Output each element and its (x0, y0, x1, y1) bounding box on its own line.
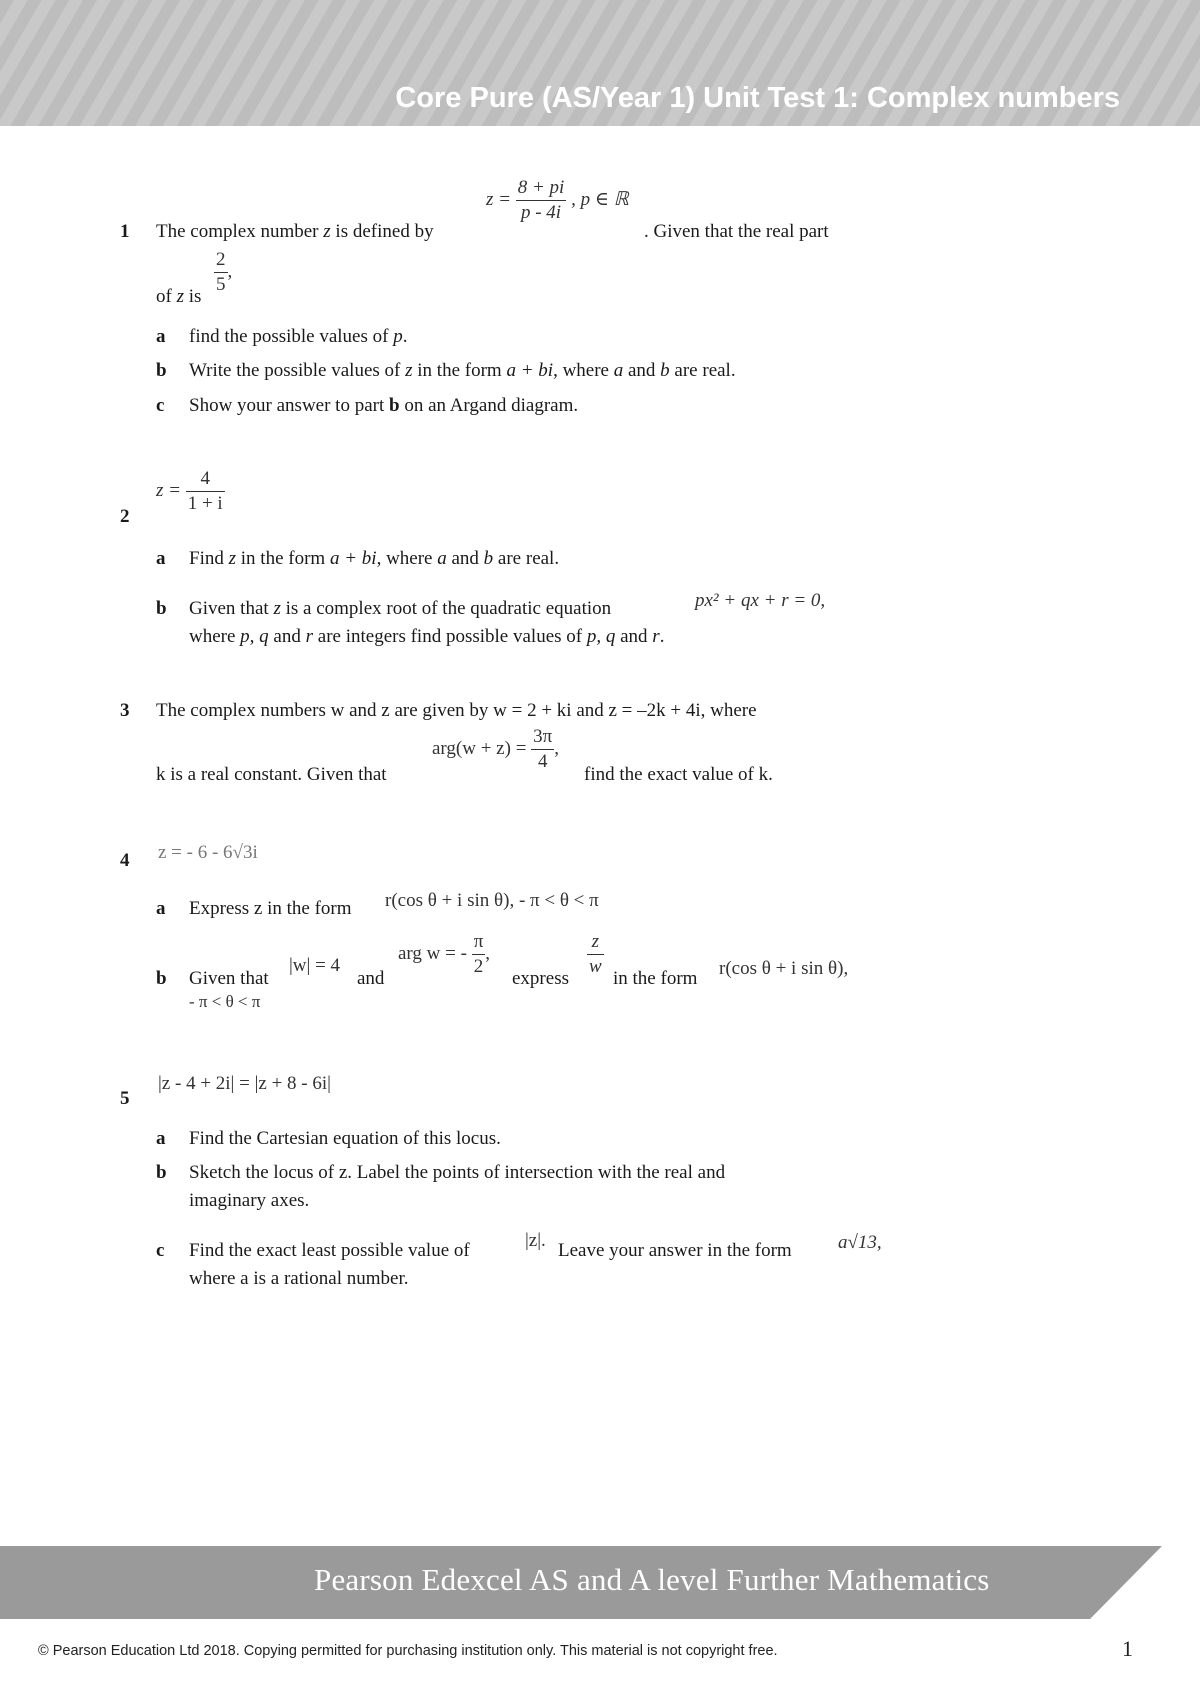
question-4-part-b-label: b (156, 968, 167, 989)
question-2-part-b-label: b (156, 598, 167, 619)
question-1-line2: of z is (156, 286, 202, 307)
question-5-part-a-label: a (156, 1128, 166, 1149)
question-1-part-a-text: find the possible values of p. (189, 326, 408, 347)
question-5-part-b-text-line2: imaginary axes. (189, 1190, 310, 1211)
page-title: Core Pure (AS/Year 1) Unit Test 1: Complex numbers (395, 82, 1120, 114)
question-4-argument-w: arg w = - $\frac{\pi}{2}$ , (398, 931, 491, 977)
question-1-part-a-label: a (156, 326, 166, 347)
question-1-equation: z = $\frac{8 + pi}{p - 4i}$ , p ∈ ℝ (486, 177, 629, 223)
question-4-part-b-express: express (512, 968, 569, 989)
question-4-part-b-and: and (357, 968, 385, 989)
question-3-number: 3 (120, 700, 130, 721)
question-2-number: 2 (120, 506, 130, 527)
question-4-part-a-form: r(cos θ + i sin θ), - π < θ < π (385, 890, 599, 911)
question-5-part-c-label: c (156, 1240, 165, 1261)
question-2-equation: z = $\frac{4}{1 + i}$ (156, 468, 223, 514)
question-5-part-b-label: b (156, 1162, 167, 1183)
question-4-part-a-label: a (156, 898, 166, 919)
question-2-part-b-line2: where p, q and r are integers find possible values of p, q and r. (189, 626, 665, 647)
question-5-part-b-text: Sketch the locus of z. Label the points of intersection with the real and (189, 1162, 726, 1183)
question-3-line2: k is a real constant. Given that (156, 764, 387, 785)
question-4-number: 4 (120, 850, 130, 871)
question-4-fraction-z-over-w: $\frac{z}{w}$ (589, 931, 602, 977)
question-5-answer-form: a√13, (838, 1232, 882, 1253)
question-5-part-a-text: Find the Cartesian equation of this locus. (189, 1128, 501, 1149)
question-1-intro: The complex number z is defined by (156, 221, 434, 242)
question-2-part-a-text: Find z in the form a + bi, where a and b are real. (189, 548, 560, 569)
question-4-part-b-text: Given that (189, 968, 269, 989)
question-1-part-c-text: Show your answer to part b on an Argand diagram. (189, 395, 579, 416)
question-5-part-c-text-b: Leave your answer in the form (558, 1240, 792, 1261)
question-3-line1: The complex numbers w and z are given by w = 2 + ki and z = –2k + 4i, where (156, 700, 757, 721)
question-4-part-b-inform: in the form (613, 968, 698, 989)
question-5-equation: |z - 4 + 2i| = |z + 8 - 6i| (158, 1073, 331, 1094)
question-1-part-b-label: b (156, 360, 167, 381)
question-4-part-a-text: Express z in the form (189, 898, 352, 919)
footer-brand: Pearson Edexcel AS and A level Further Mathematics (314, 1562, 990, 1597)
question-3-equation: arg(w + z) = $\frac{3\pi}{4}$ , (432, 726, 559, 772)
question-1-intro-tail: . Given that the real part (644, 221, 829, 242)
question-2-quadratic: px² + qx + r = 0, (695, 590, 826, 611)
question-4-equation: z = - 6 - 6√3i (158, 842, 258, 863)
question-3-line2-tail: find the exact value of k. (584, 764, 773, 785)
question-5-part-c-text-line2: where a is a rational number. (189, 1268, 409, 1289)
question-2-part-a-label: a (156, 548, 166, 569)
question-2-part-b-text: Given that z is a complex root of the quadratic equation (189, 598, 612, 619)
question-5-number: 5 (120, 1088, 130, 1109)
page-number: 1 (1122, 1636, 1133, 1661)
question-4-part-b-range: - π < θ < π (189, 992, 261, 1011)
question-4-part-b-form: r(cos θ + i sin θ), (719, 958, 849, 979)
question-1-real-part-fraction: $\frac{2}{5}$ , (216, 249, 233, 295)
question-5-part-c-text: Find the exact least possible value of (189, 1240, 470, 1261)
question-5-modulus-z: |z|. (525, 1230, 546, 1251)
question-1-number: 1 (120, 221, 130, 242)
question-4-modulus-w: |w| = 4 (289, 955, 341, 976)
question-1-part-c-label: c (156, 395, 165, 416)
question-1-part-b-text: Write the possible values of z in the form a + bi, where a and b are real. (189, 360, 736, 381)
copyright-notice: © Pearson Education Ltd 2018. Copying permitted for purchasing institution only. This material is not copyright free. (38, 1643, 778, 1659)
